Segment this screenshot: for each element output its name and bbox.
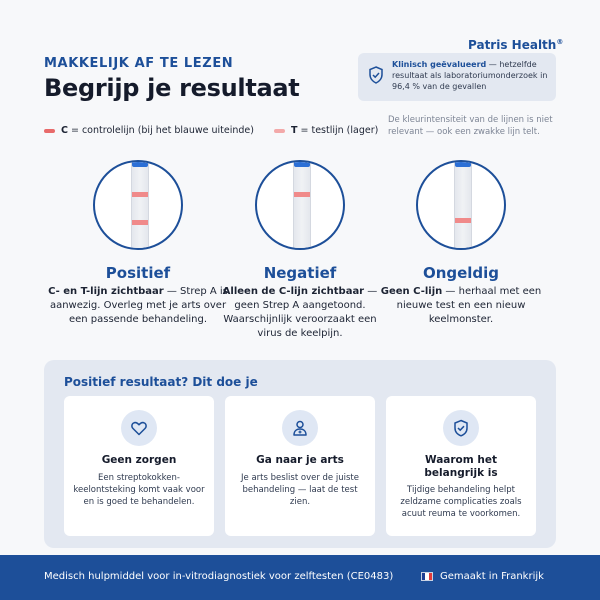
control-line-swatch: [44, 129, 55, 133]
test-line-swatch: [274, 129, 285, 133]
test-strip: [454, 160, 472, 250]
result-desc-positive: C- en T-lijn zichtbaar — Strep A is aanwezig. Overleg met je arts over een passende behandeling.: [48, 286, 228, 325]
brand-name: Patris Health®: [468, 38, 564, 52]
test-strip: [131, 160, 149, 250]
footer-regulatory-text: Medisch hulpmiddel voor in-vitrodiagnostiek voor zelftesten (CE0483): [44, 571, 394, 582]
result-title-negative: Negatief: [263, 264, 337, 282]
test-line: [455, 218, 471, 223]
strip-blue-cap: [294, 160, 310, 167]
heart-icon: [130, 419, 148, 437]
strip-invalid-illustration: [416, 160, 506, 250]
control-line: [132, 192, 148, 197]
result-title-invalid: Ongeldig: [422, 264, 500, 282]
card-text: Tijdige behandeling helpt zeldzame complicaties zoals acuut reuma te voorkomen.: [400, 485, 522, 519]
card-title: Ga naar je arts: [256, 454, 344, 466]
card-title: Waarom het belangrijk is: [424, 454, 498, 479]
card-title: Geen zorgen: [101, 454, 177, 466]
strip-positive-illustration: [93, 160, 183, 250]
test-strip: [293, 160, 311, 250]
test-line: [132, 220, 148, 225]
card-see-doctor: [225, 396, 375, 536]
positive-next-steps-panel: [44, 360, 556, 548]
result-desc-invalid: Geen C-lijn — herhaal met een nieuwe test en een nieuw keelmonster.: [380, 286, 542, 325]
control-line: [294, 192, 310, 197]
strip-blue-cap: [455, 160, 471, 167]
panel-title: Positief resultaat? Dit doe je: [64, 375, 258, 389]
card-text: Je arts beslist over de juiste behandeling — laat de test zien.: [241, 473, 359, 507]
result-desc-negative: Alleen de C-lijn zichtbaar — geen Strep A aangetoond. Waarschijnlijk veroorzaakt een virus de keelpijn.: [222, 286, 378, 339]
page-title: Begrijp je resultaat: [44, 74, 300, 102]
footer-made-in: Gemaakt in Frankrijk: [440, 571, 544, 582]
shield-check-icon: [452, 419, 470, 437]
legend-test-line: T = testlijn (lager): [274, 125, 378, 136]
legend-control-line: C = controlelijn (bij het blauwe uiteinde): [44, 125, 254, 136]
clinical-callout: [358, 53, 556, 101]
eyebrow: MAKKELIJK AF TE LEZEN: [44, 56, 234, 71]
result-title-positive: Positief: [105, 264, 171, 282]
france-flag-icon: [421, 572, 433, 581]
card-text: Een streptokokken-keelontsteking komt vaak voor en is goed te behandelen.: [73, 473, 205, 507]
footer: [0, 555, 600, 600]
callout-text: Klinisch geëvalueerd — hetzelfde resultaat als laboratoriumonderzoek in 96,4 % van de gevallen: [392, 60, 548, 91]
card-why-important: [386, 396, 536, 536]
strip-blue-cap: [132, 160, 148, 167]
intensity-note: De kleurintensiteit van de lijnen is niet relevant — ook een zwakke lijn telt.: [388, 115, 553, 137]
shield-check-icon: [368, 66, 384, 84]
doctor-icon: [291, 419, 309, 437]
strip-negative-illustration: [255, 160, 345, 250]
card-no-worries: [64, 396, 214, 536]
